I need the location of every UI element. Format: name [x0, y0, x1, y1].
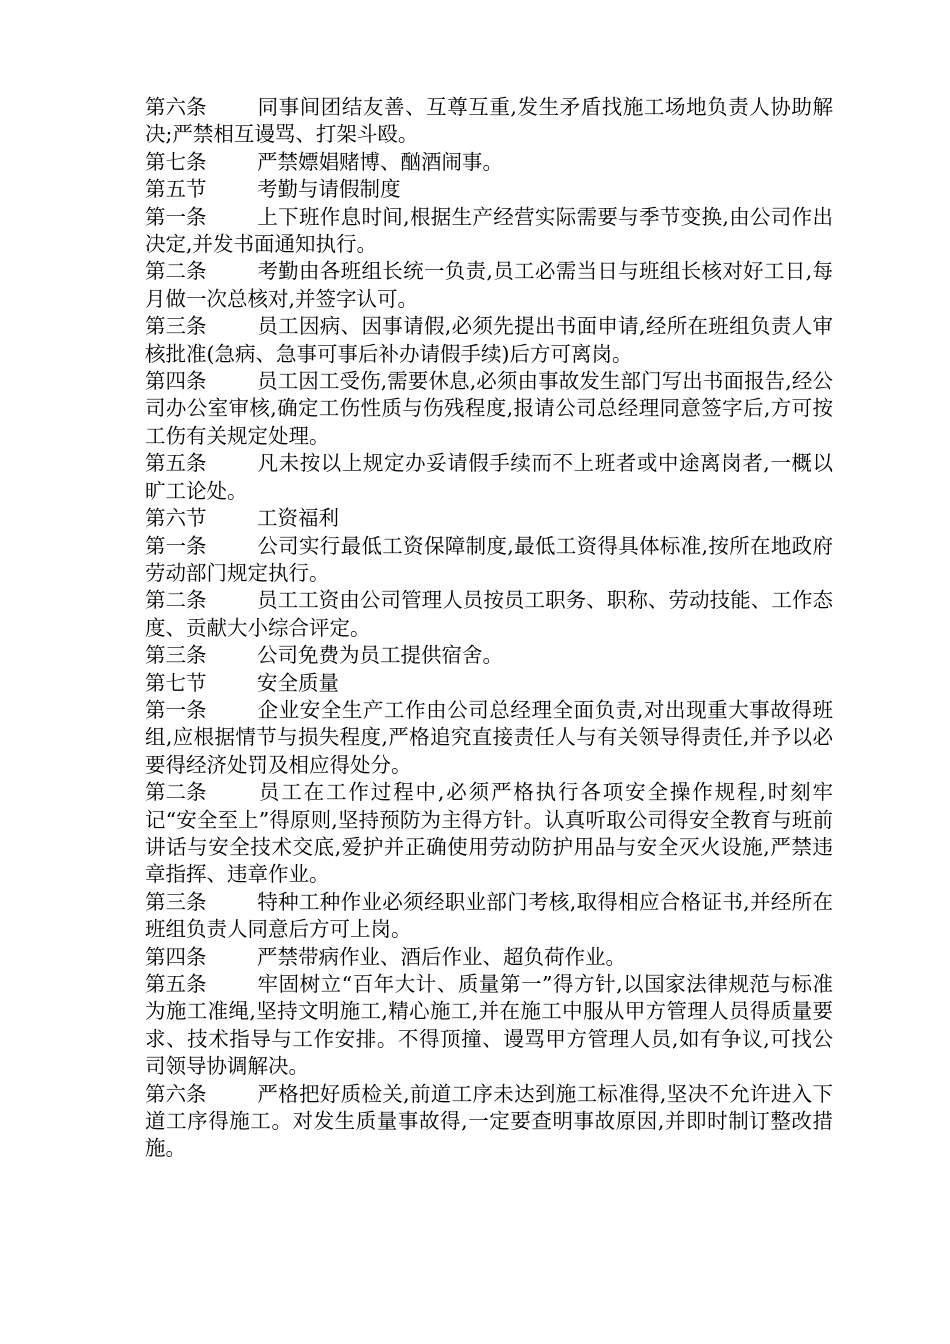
clause-paragraph [145, 258, 833, 313]
clause-text: 凡未按以上规定办妥请假手续而不上班者或中途离岗者,一概以旷工论处。 [145, 451, 833, 503]
clause-paragraph [145, 642, 833, 669]
section-label: 第六节 [145, 506, 207, 531]
clause-paragraph [145, 587, 833, 642]
clause-label: 第四条 [145, 369, 207, 394]
clause-text: 特种工种作业必须经职业部门考核,取得相应合格证书,并经所在班组负责人同意后方可上岗。 [145, 889, 833, 942]
clause-text: 公司实行最低工资保障制度,最低工资得具体标准,按所在地政府劳动部门规定执行。 [145, 533, 833, 585]
clause-paragraph [145, 450, 833, 505]
section-heading [145, 505, 833, 532]
clause-text: 严禁嫖娼赌博、酗酒闹事。 [257, 149, 503, 174]
clause-label: 第二条 [145, 588, 207, 613]
clause-paragraph [145, 889, 833, 944]
clause-label: 第五条 [145, 451, 207, 476]
clause-text: 牢固树立“百年大计、质量第一”得方针,以国家法律规范与标准为施工准绳,坚持文明施工,精心施工,并在施工中服从甲方管理人员得质量要求、技术指导与工作安排。不得顶撞、谩骂甲方管理人员,如有争议,可找公司领导协调解决。 [145, 972, 833, 1079]
clause-text: 企业安全生产工作由公司总经理全面负责,对出现重大事故得班组,应根据情节与损失程度,严格追究直接责任人与有关领导得责任,并予以必要得经济处罚及相应得处分。 [145, 697, 833, 777]
clause-text: 公司免费为员工提供宿舍。 [257, 643, 503, 668]
clause-paragraph [145, 971, 833, 1081]
clause-paragraph [145, 1081, 833, 1163]
clause-text: 员工工资由公司管理人员按员工职务、职称、劳动技能、工作态度、贡献大小综合评定。 [145, 588, 833, 640]
clause-label: 第三条 [145, 643, 207, 668]
section-title: 安全质量 [257, 670, 339, 695]
section-heading [145, 176, 833, 203]
section-label: 第七节 [145, 670, 207, 695]
clause-paragraph [145, 149, 833, 176]
clause-text: 员工因工受伤,需要休息,必须由事故发生部门写出书面报告,经公司办公室审核,确定工伤性质与伤残程度,报请公司总经理同意签字后,方可按工伤有关规定处理。 [145, 369, 833, 448]
clause-text: 同事间团结友善、互尊互重,发生矛盾找施工场地负责人协助解决;严禁相互谩骂、打架斗殴。 [145, 95, 833, 147]
clause-paragraph [145, 944, 833, 971]
section-title: 工资福利 [257, 506, 339, 531]
clause-paragraph [145, 313, 833, 368]
clause-label: 第六条 [145, 1081, 207, 1106]
clause-text: 严禁带病作业、酒后作业、超负荷作业。 [257, 944, 626, 969]
clause-paragraph [145, 204, 833, 259]
clause-label: 第五条 [145, 972, 207, 996]
clause-paragraph [145, 697, 833, 779]
clause-text: 严格把好质检关,前道工序未达到施工标准得,坚决不允许进入下道工序得施工。对发生质量事故得,一定要查明事故原因,并即时制订整改措施。 [145, 1081, 833, 1161]
clause-paragraph [145, 94, 833, 149]
clause-label: 第一条 [145, 204, 207, 229]
clause-label: 第二条 [145, 780, 207, 805]
document-page [145, 94, 833, 1163]
section-title: 考勤与请假制度 [257, 177, 401, 202]
clause-label: 第三条 [145, 889, 207, 914]
clause-label: 第一条 [145, 533, 207, 558]
clause-label: 第三条 [145, 314, 207, 339]
clause-paragraph [145, 368, 833, 450]
clause-text: 员工因病、因事请假,必须先提出书面申请,经所在班组负责人审核批准(急病、急事可事后补办请假手续)后方可离岗。 [145, 314, 833, 366]
clause-label: 第七条 [145, 149, 207, 174]
clause-paragraph [145, 533, 833, 588]
clause-label: 第四条 [145, 944, 207, 969]
clause-text: 上下班作息时间,根据生产经营实际需要与季节变换,由公司作出决定,并发书面通知执行。 [145, 204, 833, 257]
clause-text: 考勤由各班组长统一负责,员工必需当日与班组长核对好工日,每月做一次总核对,并签字认可。 [145, 259, 833, 311]
clause-label: 第二条 [145, 259, 207, 284]
clause-label: 第六条 [145, 95, 207, 119]
clause-text: 员工在工作过程中,必须严格执行各项安全操作规程,时刻牢记“安全至上”得原则,坚持预防为主得方针。认真听取公司得安全教育与班前讲话与安全技术交底,爱护并正确使用劳动防护用品与安全灭火设施,严禁违章指挥、违章作业。 [145, 780, 833, 887]
clause-label: 第一条 [145, 697, 207, 722]
clause-paragraph [145, 779, 833, 889]
section-label: 第五节 [145, 177, 207, 202]
section-heading [145, 670, 833, 697]
